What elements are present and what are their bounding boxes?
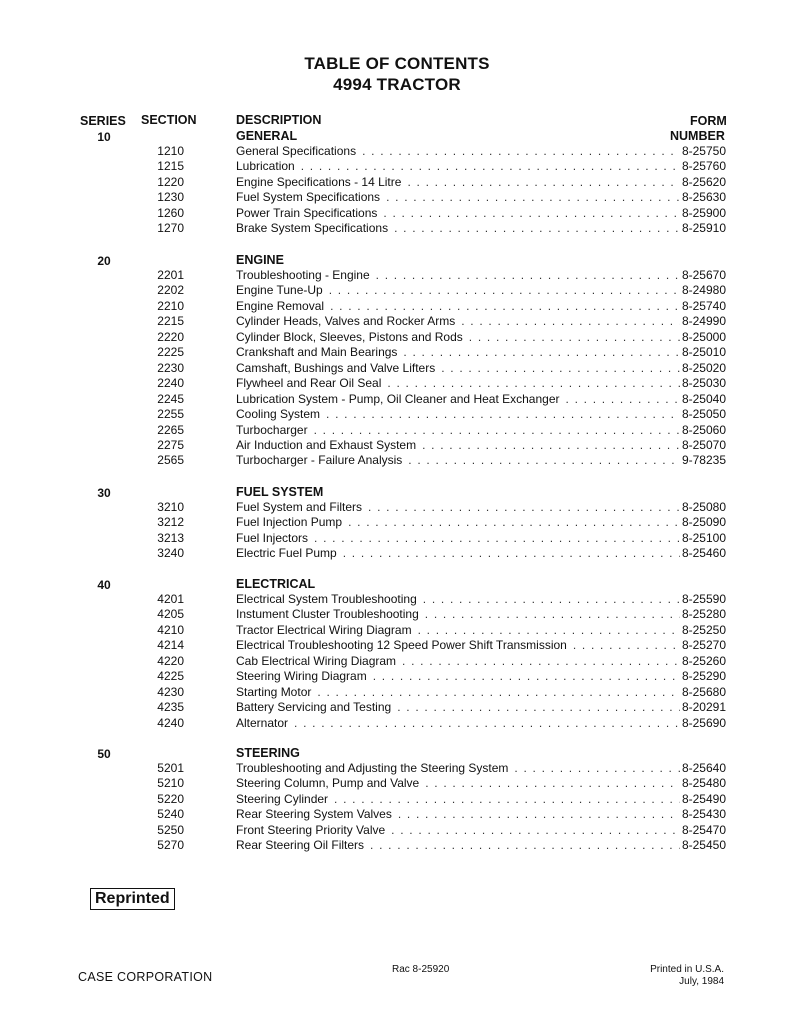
entry-description: Cylinder Heads, Valves and Rocker Arms [236, 314, 456, 329]
entry-line [236, 716, 726, 731]
toc-entry [0, 314, 794, 329]
section-number: 4210 [157, 622, 184, 637]
section-number: 4214 [157, 638, 184, 653]
dot-leader [301, 159, 680, 174]
section-number: 2255 [157, 407, 184, 422]
section-number: 5240 [157, 807, 184, 822]
section-number: 2210 [157, 298, 184, 313]
dot-leader [383, 206, 680, 221]
section-number: 4205 [157, 607, 184, 622]
entry-line [236, 776, 726, 791]
dot-leader [373, 669, 680, 684]
form-number: 8-25740 [681, 298, 726, 313]
form-number: 9-78235 [681, 453, 726, 468]
section-number: 1215 [157, 159, 184, 174]
toc-entry [0, 716, 794, 731]
entry-line [236, 376, 726, 391]
form-number: 8-24990 [681, 314, 726, 329]
entry-description: Starting Motor [236, 684, 312, 699]
entry-description: Electric Fuel Pump [236, 546, 337, 561]
toc-entry [0, 792, 794, 807]
entry-line [236, 314, 726, 329]
entry-description: General Specifications [236, 144, 357, 158]
group-title: STEERING [236, 746, 300, 760]
entry-description: Turbocharger - Failure Analysis [236, 453, 403, 468]
form-number: 8-25670 [681, 268, 726, 282]
toc-entry [0, 638, 794, 653]
toc-entry [0, 206, 794, 221]
entry-line [236, 330, 726, 345]
page-subtitle: 4994 TRACTOR [333, 75, 461, 94]
dot-leader [402, 654, 680, 669]
column-header-description: DESCRIPTION [236, 113, 322, 127]
entry-line [236, 546, 726, 561]
section-number: 5220 [157, 791, 184, 806]
entry-line [236, 838, 726, 853]
toc-entry [0, 685, 794, 700]
entry-line [236, 515, 726, 530]
page-title: TABLE OF CONTENTS [304, 54, 490, 73]
toc-entry [0, 190, 794, 205]
entry-line [236, 700, 726, 715]
dot-leader [362, 144, 680, 159]
entry-line [236, 669, 726, 684]
section-number: 5250 [157, 822, 184, 837]
form-number: 8-25900 [681, 205, 726, 220]
column-header-section: SECTION [141, 113, 197, 127]
toc-entry [0, 330, 794, 345]
dot-leader [566, 392, 680, 407]
entry-line [236, 159, 726, 174]
section-number: 2215 [157, 314, 184, 329]
form-number: 8-25020 [681, 360, 726, 375]
toc-entry [0, 283, 794, 298]
entry-description: Cylinder Block, Sleeves, Pistons and Rods [236, 329, 463, 344]
entry-line [236, 299, 726, 314]
entry-line [236, 221, 726, 236]
dot-leader [422, 438, 680, 453]
form-number: 8-25280 [681, 607, 726, 622]
entry-line [236, 392, 726, 407]
toc-entry [0, 423, 794, 438]
dot-leader [334, 792, 680, 807]
series-number: 40 [97, 578, 111, 592]
section-number: 3210 [157, 500, 184, 514]
entry-description: Tractor Electrical Wiring Diagram [236, 622, 412, 637]
form-number: 8-20291 [681, 700, 726, 715]
column-header-series: SERIES [80, 114, 126, 128]
form-number: 8-25060 [681, 422, 726, 437]
section-number: 2240 [157, 376, 184, 391]
dot-leader [370, 838, 680, 853]
footer-print-info [620, 964, 724, 988]
entry-description: Engine Tune-Up [236, 283, 323, 298]
toc-entry [0, 807, 794, 822]
dot-leader [314, 423, 680, 438]
dot-leader [387, 376, 680, 391]
toc-entry [0, 546, 794, 561]
section-number: 1230 [157, 190, 184, 205]
entry-line [236, 792, 726, 807]
toc-entry [0, 761, 794, 776]
toc-entry [0, 345, 794, 360]
toc-entry [0, 623, 794, 638]
entry-description: Rear Steering Oil Filters [236, 838, 365, 853]
form-number: 8-25050 [681, 407, 726, 422]
entry-description: Battery Servicing and Testing [236, 700, 392, 715]
toc-entry [0, 531, 794, 546]
form-number: 8-25070 [681, 437, 726, 452]
entry-description: Cab Electrical Wiring Diagram [236, 653, 397, 668]
series-number: 10 [97, 130, 111, 144]
entry-line [236, 190, 726, 205]
entry-description: Fuel Injection Pump [236, 515, 343, 530]
dot-leader [330, 299, 680, 314]
section-number: 2565 [157, 453, 184, 468]
entry-line [236, 407, 726, 422]
toc-entry [0, 299, 794, 314]
section-number: 3240 [157, 546, 184, 561]
toc-entry [0, 144, 794, 159]
form-number: 8-25480 [681, 776, 726, 791]
footer-date: July, 1984 [679, 976, 724, 987]
dot-leader [343, 546, 680, 561]
toc-entry [0, 500, 794, 515]
toc-entry [0, 515, 794, 530]
footer-printed: Printed in U.S.A. [650, 964, 724, 975]
entry-description: Electrical Troubleshooting 12 Speed Power Shift Transmission [236, 638, 567, 653]
entry-line [236, 144, 726, 159]
section-number: 4220 [157, 653, 184, 668]
section-number: 4225 [157, 669, 184, 684]
form-number: 8-25690 [681, 715, 726, 730]
section-number: 4230 [157, 684, 184, 699]
entry-description: Power Train Specifications [236, 205, 378, 220]
reprinted-stamp: Reprinted [90, 888, 175, 910]
column-header-form: FORM [690, 114, 727, 128]
dot-leader [317, 685, 680, 700]
section-number: 4235 [157, 700, 184, 715]
entry-description: Electrical System Troubleshooting [236, 592, 417, 606]
dot-leader [441, 361, 680, 376]
toc-entry [0, 838, 794, 853]
dot-leader [326, 407, 680, 422]
form-number: 8-25760 [681, 159, 726, 174]
dot-leader [403, 345, 680, 360]
dot-leader [461, 314, 680, 329]
section-number: 4201 [157, 592, 184, 606]
entry-line [236, 607, 726, 622]
entry-line [236, 423, 726, 438]
toc-entry [0, 654, 794, 669]
dot-leader [394, 221, 680, 236]
entry-line [236, 807, 726, 822]
entry-description: Camshaft, Bushings and Valve Lifters [236, 360, 436, 375]
form-number: 8-25080 [681, 500, 726, 514]
entry-description: Air Induction and Exhaust System [236, 437, 417, 452]
toc-entry [0, 453, 794, 468]
entry-line [236, 206, 726, 221]
form-number: 8-25010 [681, 345, 726, 360]
entry-line [236, 453, 726, 468]
dot-leader [423, 592, 680, 607]
section-number: 3212 [157, 515, 184, 530]
dot-leader [469, 330, 680, 345]
toc-entry [0, 361, 794, 376]
form-number: 8-25250 [681, 622, 726, 637]
dot-leader [368, 500, 680, 515]
dot-leader [573, 638, 680, 653]
dot-leader [314, 531, 680, 546]
dot-leader [425, 776, 680, 791]
form-number: 8-25430 [681, 807, 726, 822]
entry-line [236, 654, 726, 669]
form-number: 8-25460 [681, 546, 726, 561]
section-number: 3213 [157, 530, 184, 545]
entry-line [236, 283, 726, 298]
entry-line [236, 531, 726, 546]
toc-entry [0, 175, 794, 190]
entry-description: Lubrication [236, 159, 295, 174]
entry-description: Troubleshooting - Engine [236, 268, 370, 282]
form-number: 8-25590 [681, 592, 726, 606]
toc-entry [0, 268, 794, 283]
toc-entry [0, 776, 794, 791]
entry-line [236, 623, 726, 638]
toc-entry [0, 438, 794, 453]
entry-description: Rear Steering System Valves [236, 807, 392, 822]
form-number: 8-25620 [681, 174, 726, 189]
dot-leader [386, 190, 680, 205]
dot-leader [329, 283, 680, 298]
toc-entry [0, 700, 794, 715]
section-number: 2202 [157, 283, 184, 298]
entry-description: Troubleshooting and Adjusting the Steering System [236, 761, 509, 775]
entry-line [236, 175, 726, 190]
dot-leader [425, 607, 680, 622]
entry-line [236, 345, 726, 360]
section-number: 4240 [157, 715, 184, 730]
entry-description: Alternator [236, 715, 289, 730]
toc-entry [0, 823, 794, 838]
footer-company: CASE CORPORATION [78, 970, 213, 984]
toc-entry [0, 376, 794, 391]
form-number: 8-25260 [681, 653, 726, 668]
entry-description: Engine Removal [236, 298, 325, 313]
section-number: 5270 [157, 838, 184, 853]
toc-entry [0, 221, 794, 236]
form-number: 8-25680 [681, 684, 726, 699]
entry-line [236, 638, 726, 653]
dot-leader [294, 716, 680, 731]
entry-description: Flywheel and Rear Oil Seal [236, 376, 382, 391]
toc-entry [0, 592, 794, 607]
section-number: 2245 [157, 391, 184, 406]
section-number: 1210 [157, 144, 184, 158]
form-number: 8-25100 [681, 530, 726, 545]
entry-description: Fuel System and Filters [236, 500, 363, 514]
form-number: 8-25090 [681, 515, 726, 530]
form-number: 8-24980 [681, 283, 726, 298]
form-number: 8-25040 [681, 391, 726, 406]
section-number: 5201 [157, 761, 184, 775]
entry-line [236, 500, 726, 515]
group-title: ENGINE [236, 253, 284, 267]
footer-form-number: Rac 8-25920 [392, 964, 450, 975]
entry-description: Turbocharger [236, 422, 308, 437]
dot-leader [348, 515, 680, 530]
series-number: 20 [97, 254, 111, 268]
section-number: 2220 [157, 329, 184, 344]
section-number: 2225 [157, 345, 184, 360]
form-number: 8-25000 [681, 329, 726, 344]
dot-leader [418, 623, 680, 638]
form-number: 8-25450 [681, 838, 726, 853]
entry-line [236, 592, 726, 607]
section-number: 1260 [157, 205, 184, 220]
section-number: 1270 [157, 221, 184, 236]
entry-line [236, 268, 726, 283]
group-title: FUEL SYSTEM [236, 485, 324, 499]
entry-description: Steering Column, Pump and Valve [236, 776, 420, 791]
dot-leader [514, 761, 680, 776]
form-number: 8-25290 [681, 669, 726, 684]
section-number: 1220 [157, 174, 184, 189]
entry-description: Brake System Specifications [236, 221, 389, 236]
entry-description: Cooling System [236, 407, 321, 422]
entry-description: Crankshaft and Main Bearings [236, 345, 398, 360]
group-title: GENERAL [236, 129, 298, 143]
dot-leader [407, 175, 680, 190]
form-number: 8-25270 [681, 638, 726, 653]
toc-entry [0, 669, 794, 684]
form-number: 8-25030 [681, 376, 726, 391]
entry-line [236, 361, 726, 376]
entry-line [236, 438, 726, 453]
dot-leader [391, 823, 680, 838]
form-number: 8-25640 [681, 761, 726, 775]
section-number: 2230 [157, 360, 184, 375]
entry-line [236, 823, 726, 838]
section-number: 2201 [157, 268, 184, 282]
toc-entry [0, 392, 794, 407]
form-number: 8-25750 [681, 144, 726, 158]
dot-leader [376, 268, 680, 283]
group-title: ELECTRICAL [236, 577, 316, 591]
toc-entry [0, 407, 794, 422]
entry-description: Fuel Injectors [236, 530, 309, 545]
entry-description: Fuel System Specifications [236, 190, 381, 205]
series-number: 30 [97, 486, 111, 500]
entry-description: Engine Specifications - 14 Litre [236, 174, 402, 189]
entry-line [236, 685, 726, 700]
section-number: 5210 [157, 776, 184, 791]
form-number: 8-25910 [681, 221, 726, 236]
dot-leader [408, 453, 680, 468]
entry-description: Steering Cylinder [236, 791, 329, 806]
form-number: 8-25490 [681, 791, 726, 806]
series-number: 50 [97, 747, 111, 761]
dot-leader [398, 807, 680, 822]
entry-description: Steering Wiring Diagram [236, 669, 367, 684]
toc-entry [0, 607, 794, 622]
section-number: 2265 [157, 422, 184, 437]
form-number: 8-25470 [681, 822, 726, 837]
entry-description: Front Steering Priority Valve [236, 822, 386, 837]
form-number: 8-25630 [681, 190, 726, 205]
column-header-number: NUMBER [670, 129, 725, 143]
toc-entry [0, 159, 794, 174]
entry-description: Lubrication System - Pump, Oil Cleaner and Heat Exchanger [236, 391, 560, 406]
entry-description: Instument Cluster Troubleshooting [236, 607, 419, 622]
section-number: 2275 [157, 437, 184, 452]
entry-line [236, 761, 726, 776]
dot-leader [397, 700, 680, 715]
